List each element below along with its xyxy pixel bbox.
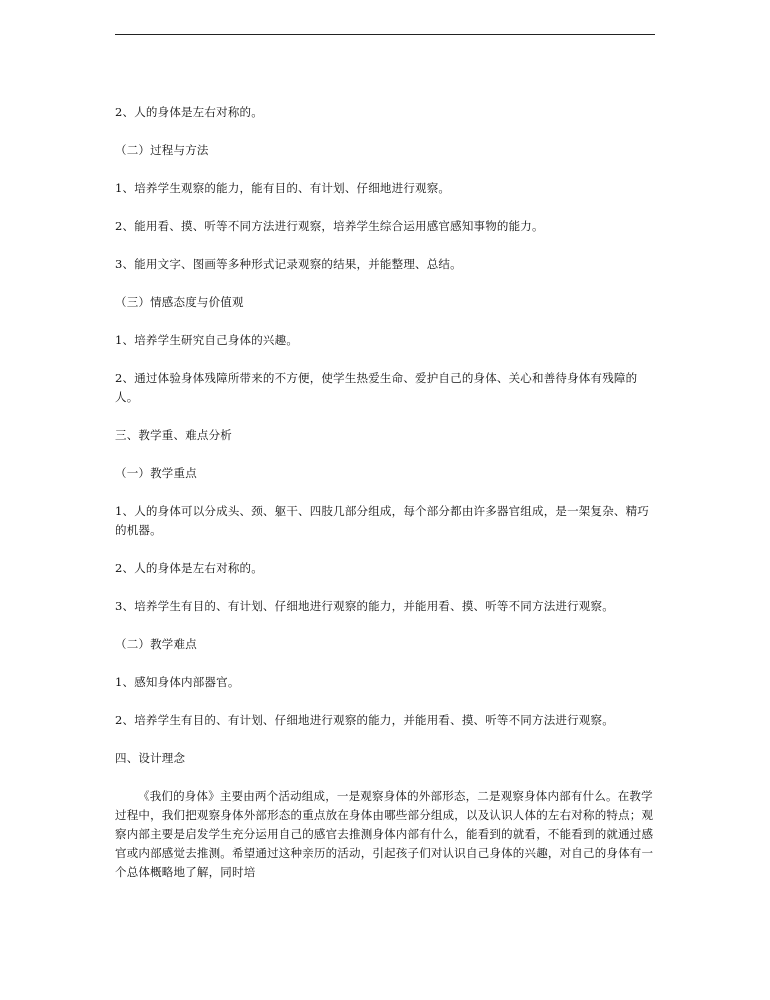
paragraph: 1、人的身体可以分成头、颈、躯干、四肢几部分组成，每个部分都由许多器官组成，是一架复杂、精巧的机器。	[115, 504, 650, 537]
paragraph: 2、人的身体是左右对称的。	[115, 105, 263, 119]
paragraph: 2、能用看、摸、听等不同方法进行观察，培养学生综合运用感官感知事物的能力。	[115, 219, 544, 233]
paragraph: 1、培养学生观察的能力，能有目的、有计划、仔细地进行观察。	[115, 181, 451, 195]
section-heading: （二）过程与方法	[115, 143, 209, 157]
paragraph: 2、人的身体是左右对称的。	[115, 561, 263, 575]
paragraph: 《我们的身体》主要由两个活动组成，一是观察身体的外部形态，二是观察身体内部有什么。在教学过程中，我们把观察身体外部形态的重点放在身体由哪些部分组成，以及认识人体的左右对称的特点；观察内部主要是启发学生充分运用自己的感官去推测身体内部有什么，能看到的就看，不能看到的就通过感官或内部感觉去推测。希望通过这种亲历的活动，引起孩子们对认识自己身体的兴趣，对自己的身体有一个总体概略地了解，同时培	[115, 789, 654, 879]
section-heading: （二）教学难点	[115, 637, 197, 651]
paragraph: 1、感知身体内部器官。	[115, 675, 240, 689]
paragraph: 2、培养学生有目的、有计划、仔细地进行观察的能力，并能用看、摸、听等不同方法进行观察。	[115, 713, 614, 727]
section-heading: （三）情感态度与价值观	[115, 295, 244, 309]
section-heading: 三、教学重、难点分析	[115, 428, 232, 442]
section-heading: （一）教学重点	[115, 466, 197, 480]
paragraph: 1、培养学生研究自己身体的兴趣。	[115, 333, 299, 347]
paragraph: 2、通过体验身体残障所带来的不方便，使学生热爱生命、爱护自己的身体、关心和善待身体有残障的人。	[115, 371, 638, 404]
section-heading: 四、设计理念	[115, 751, 186, 765]
paragraph: 3、能用文字、图画等多种形式记录观察的结果，并能整理、总结。	[115, 257, 462, 271]
header-rule	[115, 34, 655, 35]
document-body	[115, 103, 655, 901]
paragraph: 3、培养学生有目的、有计划、仔细地进行观察的能力，并能用看、摸、听等不同方法进行观察。	[115, 599, 614, 613]
